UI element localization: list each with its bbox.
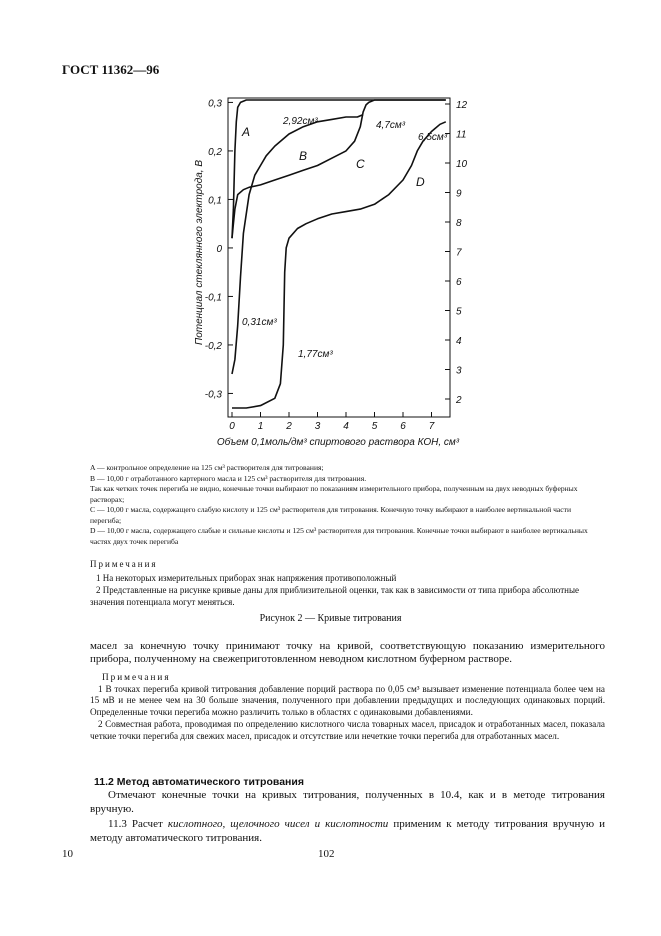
y-right-tick-label: 9 [456, 188, 462, 200]
y-right-tick-label: 11 [456, 129, 467, 141]
y-left-tick-label: -0,1 [204, 292, 222, 304]
section-heading: 11.2 Метод автоматического титрования [94, 776, 304, 788]
x-tick-label: 7 [428, 421, 435, 432]
plot-frame [228, 98, 450, 417]
y-left-tick-label: 0,3 [208, 98, 222, 110]
annotation-label: 2,92см³ [283, 116, 318, 127]
paragraph-auto: Отмечают конечные точки на кривых титрования, полученных в 10.4, как и в методе титрования вручную. [90, 789, 605, 815]
p113-c: применим к методу титрования вручную и методу автоматического титрования. [90, 818, 606, 844]
y-left-tick-label: 0 [216, 243, 222, 255]
paragraph-endpoint-text: масел за конечную точку принимают точку на кривой, соответствующую показанию измерительного прибора, полученному на свежеприготовленном неводном кислотном буферном растворе. [90, 640, 605, 666]
x-tick-label: 5 [371, 421, 378, 432]
figure-notes-title: Примечания [90, 559, 158, 569]
legend-d: D — 10,00 г масла, содержащего слабые и сильные кислоты и 125 см³ растворителя для титрования. Конечные точки выбирают в наиболее вертикальных частях двух точек перегиба [90, 526, 588, 546]
y-right-tick-label: 2 [456, 395, 462, 406]
curve-B [232, 115, 363, 374]
annotation-label: 6,5см³ [418, 132, 448, 143]
x-tick-label: 1 [257, 421, 264, 432]
x-tick-label: 2 [286, 421, 292, 432]
p113-a: 11.3 Расчет [108, 818, 163, 831]
legend-a: A — контрольное определение на 125 см³ растворителя для титрования; [90, 463, 324, 472]
paragraph-endpoint [90, 640, 605, 667]
x-tick-label: 0 [229, 421, 235, 432]
section-notes [90, 672, 605, 742]
curve-label-B: B [299, 149, 308, 163]
curve-label-D: D [416, 175, 425, 189]
figure-legend [90, 463, 600, 547]
y-left-tick-label: 0,1 [208, 195, 222, 207]
section-note-2: 2 Совместная работа, проводимая по определению кислотного числа товарных масел, присадок и отработанных масел, показала четкие точки перегиба для свежих масел, присадок и отсутствие или нечеткие точки перегиба для отработанных масел. [90, 718, 605, 741]
paragraph-11-3 [90, 818, 605, 845]
y-left-tick-label: -0,3 [204, 389, 222, 401]
y-left-tick-label: -0,2 [204, 340, 222, 352]
curve-D [232, 122, 446, 408]
y-right-tick-label: 3 [456, 365, 462, 377]
y-right-tick-label: 7 [456, 247, 462, 259]
curve-C [232, 100, 446, 238]
figure-caption: Рисунок 2 — Кривые титрования [259, 613, 402, 624]
section-note-1: 1 В точках перегиба кривой титрования добавление порций раствора по 0,05 см³ вызывает изменение потенциала более чем на 15 мВ и не менее чем на 30 больше значения, полученного при добавлении предыдущих и последующих одинаковых порций. Определенные точки перегиба можно различить только в областях с одинаковыми добавлениями. [90, 683, 605, 718]
page-number-center: 102 [318, 848, 335, 860]
p113-b: кислотного, щелочного чисел и кислотности [167, 818, 389, 831]
y-right-tick-label: 6 [456, 277, 462, 288]
annotation-label: 4,7см³ [376, 120, 406, 131]
figure-note-1: 1 На некоторых измерительных приборах знак напряжения противоположный [96, 573, 397, 583]
y-right-tick-label: 12 [456, 100, 468, 111]
legend-c: C — 10,00 г масла, содержащего слабую кислоту и 125 см³ растворителя для титрования. Конечную точку выбирают в наиболее вертикальной части перегиба; [90, 505, 572, 525]
legend-b2: Так как четких точек перегиба не видно, конечные точки выбирают по показаниям измерительного прибора, полученным на двух неводных буферных растворах; [90, 484, 578, 504]
y-right-tick-label: 10 [456, 159, 468, 170]
y-right-tick-label: 8 [456, 218, 462, 229]
y-axis-label: Потенциал стеклянного электрода, В [194, 159, 205, 346]
x-tick-label: 6 [400, 421, 406, 432]
figure-note-2: 2 Представленные на рисунке кривые даны для приблизительной оценки, так как в зависимости от типа прибора абсолютные значения потенциала могут меняться. [90, 585, 580, 607]
x-tick-label: 3 [314, 421, 321, 432]
section-11-2 [90, 776, 605, 845]
curve-label-A: A [242, 125, 251, 139]
x-tick-label: 4 [343, 421, 349, 432]
annotation-label: 0,31см³ [242, 317, 277, 328]
curve-label-C: C [356, 157, 365, 171]
page-number-left: 10 [62, 848, 73, 860]
x-axis-label: Объем 0,1моль/дм³ спиртового раствора КОН, см³ [216, 437, 460, 448]
titration-chart [180, 90, 480, 460]
section-notes-title: Примечания [102, 672, 171, 682]
y-right-tick-label: 4 [456, 336, 462, 347]
y-right-tick-label: 5 [456, 306, 462, 318]
curve-A [232, 100, 446, 238]
legend-b1: B — 10,00 г отработанного картерного масла и 125 см³ растворителя для титрования. [90, 473, 367, 483]
annotation-label: 1,77см³ [298, 349, 333, 360]
y-left-tick-label: 0,2 [208, 146, 222, 158]
document-header: ГОСТ 11362—96 [62, 62, 160, 77]
figure-notes [90, 558, 610, 608]
